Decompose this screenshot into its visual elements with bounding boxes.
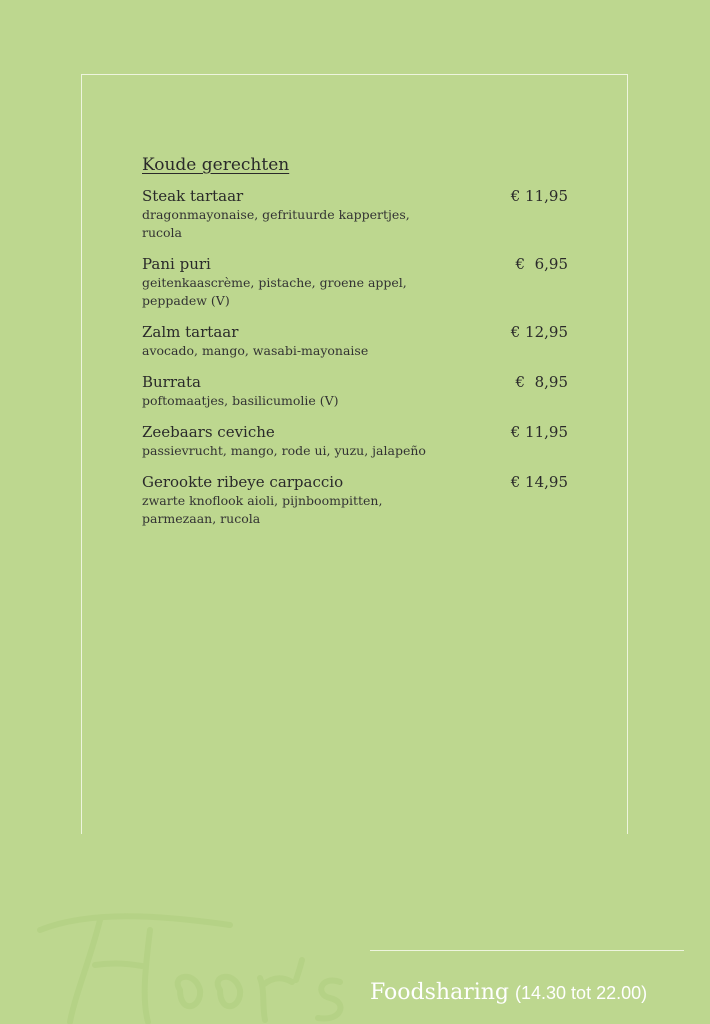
menu-item — [142, 186, 568, 242]
item-price: € 14,95 — [510, 473, 568, 491]
floors-logo-watermark — [30, 890, 360, 1024]
item-name: Burrata — [142, 373, 201, 391]
footer-hours: (14.30 tot 22.00) — [515, 983, 648, 1003]
item-description: geitenkaascrème, pistache, groene appel, peppadew (V) — [142, 275, 407, 308]
item-price: € 8,95 — [515, 373, 568, 391]
item-name: Steak tartaar — [142, 187, 244, 205]
footer-title: Foodsharing — [370, 980, 510, 1005]
item-description: passievrucht, mango, rode ui, yuzu, jalapeño — [142, 443, 426, 458]
menu-item — [142, 422, 568, 460]
item-name: Zeebaars ceviche — [142, 423, 275, 441]
menu-item — [142, 472, 568, 528]
item-description: zwarte knoflook aioli, pijnboompitten, parmezaan, rucola — [142, 493, 383, 526]
menu-item — [142, 322, 568, 360]
footer — [370, 980, 647, 1005]
menu-item — [142, 254, 568, 310]
item-description: poftomaatjes, basilicumolie (V) — [142, 393, 339, 408]
item-price: € 11,95 — [510, 187, 568, 205]
item-description: avocado, mango, wasabi-mayonaise — [142, 343, 369, 358]
item-price: € 11,95 — [510, 423, 568, 441]
item-description: dragonmayonaise, gefrituurde kappertjes, rucola — [142, 207, 410, 240]
footer-divider — [370, 950, 684, 951]
section-title: Koude gerechten — [142, 155, 290, 175]
item-name: Pani puri — [142, 255, 211, 273]
item-name: Gerookte ribeye carpaccio — [142, 473, 344, 491]
menu-item — [142, 372, 568, 410]
item-price: € 6,95 — [515, 255, 568, 273]
item-price: € 12,95 — [510, 323, 568, 341]
item-name: Zalm tartaar — [142, 323, 239, 341]
menu-list — [142, 186, 568, 540]
